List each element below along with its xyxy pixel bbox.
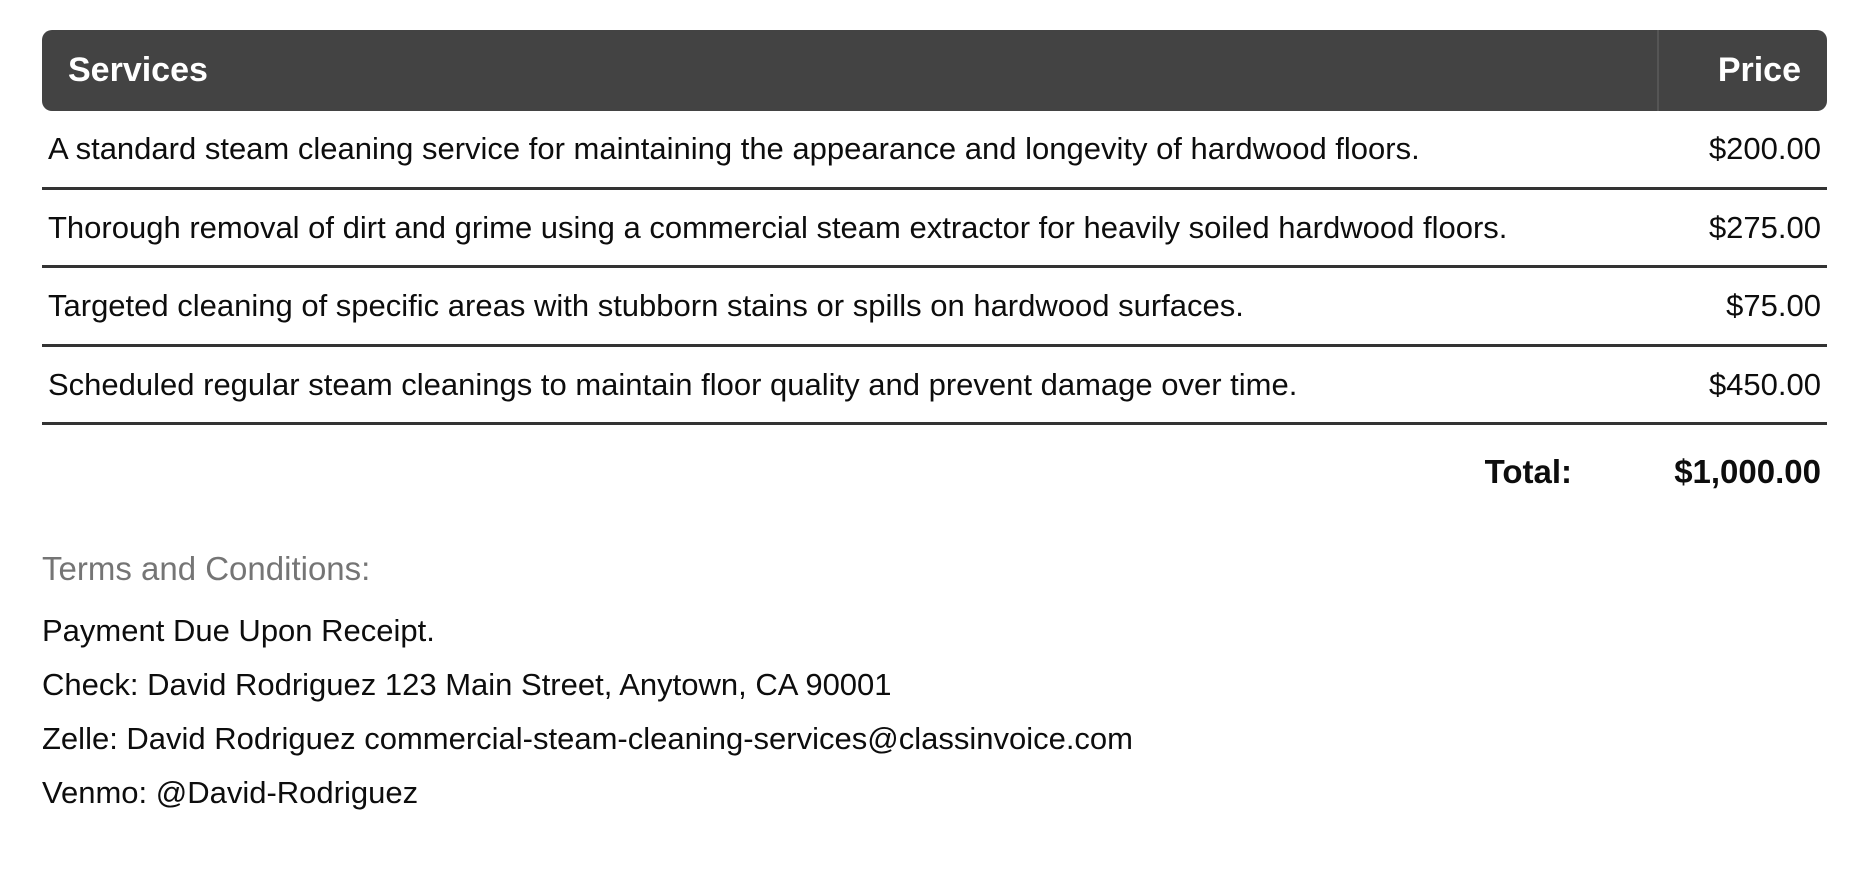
table-header-row xyxy=(42,30,1827,111)
total-value: $1,000.00 xyxy=(1674,453,1821,491)
terms-section xyxy=(42,547,1827,820)
terms-line: Check: David Rodriguez 123 Main Street, Anytown, CA 90001 xyxy=(42,666,892,702)
terms-line: Zelle: David Rodriguez commercial-steam-cleaning-services@classinvoice.com xyxy=(42,720,1133,756)
total-label: Total: xyxy=(1484,453,1572,491)
service-price: $75.00 xyxy=(1657,268,1827,347)
service-price: $275.00 xyxy=(1657,190,1827,269)
service-row xyxy=(42,111,1827,190)
service-row xyxy=(42,190,1827,269)
service-description: A standard steam cleaning service for maintaining the appearance and longevity of hardwood floors. xyxy=(42,111,1657,190)
service-row xyxy=(42,268,1827,347)
service-row xyxy=(42,347,1827,426)
price-column-header: Price xyxy=(1657,30,1827,111)
service-description: Thorough removal of dirt and grime using a commercial steam extractor for heavily soiled hardwood floors. xyxy=(42,190,1657,269)
terms-line: Payment Due Upon Receipt. xyxy=(42,612,435,648)
services-column-header: Services xyxy=(42,30,1657,111)
service-price: $450.00 xyxy=(1657,347,1827,426)
terms-line: Venmo: @David-Rodriguez xyxy=(42,774,419,810)
terms-heading: Terms and Conditions: xyxy=(42,550,371,588)
service-price: $200.00 xyxy=(1657,111,1827,190)
terms-lines xyxy=(42,604,1827,820)
total-row xyxy=(42,425,1827,505)
services-table xyxy=(42,30,1827,505)
service-description: Scheduled regular steam cleanings to maintain floor quality and prevent damage over time. xyxy=(42,347,1657,426)
service-description: Targeted cleaning of specific areas with stubborn stains or spills on hardwood surfaces. xyxy=(42,268,1657,347)
